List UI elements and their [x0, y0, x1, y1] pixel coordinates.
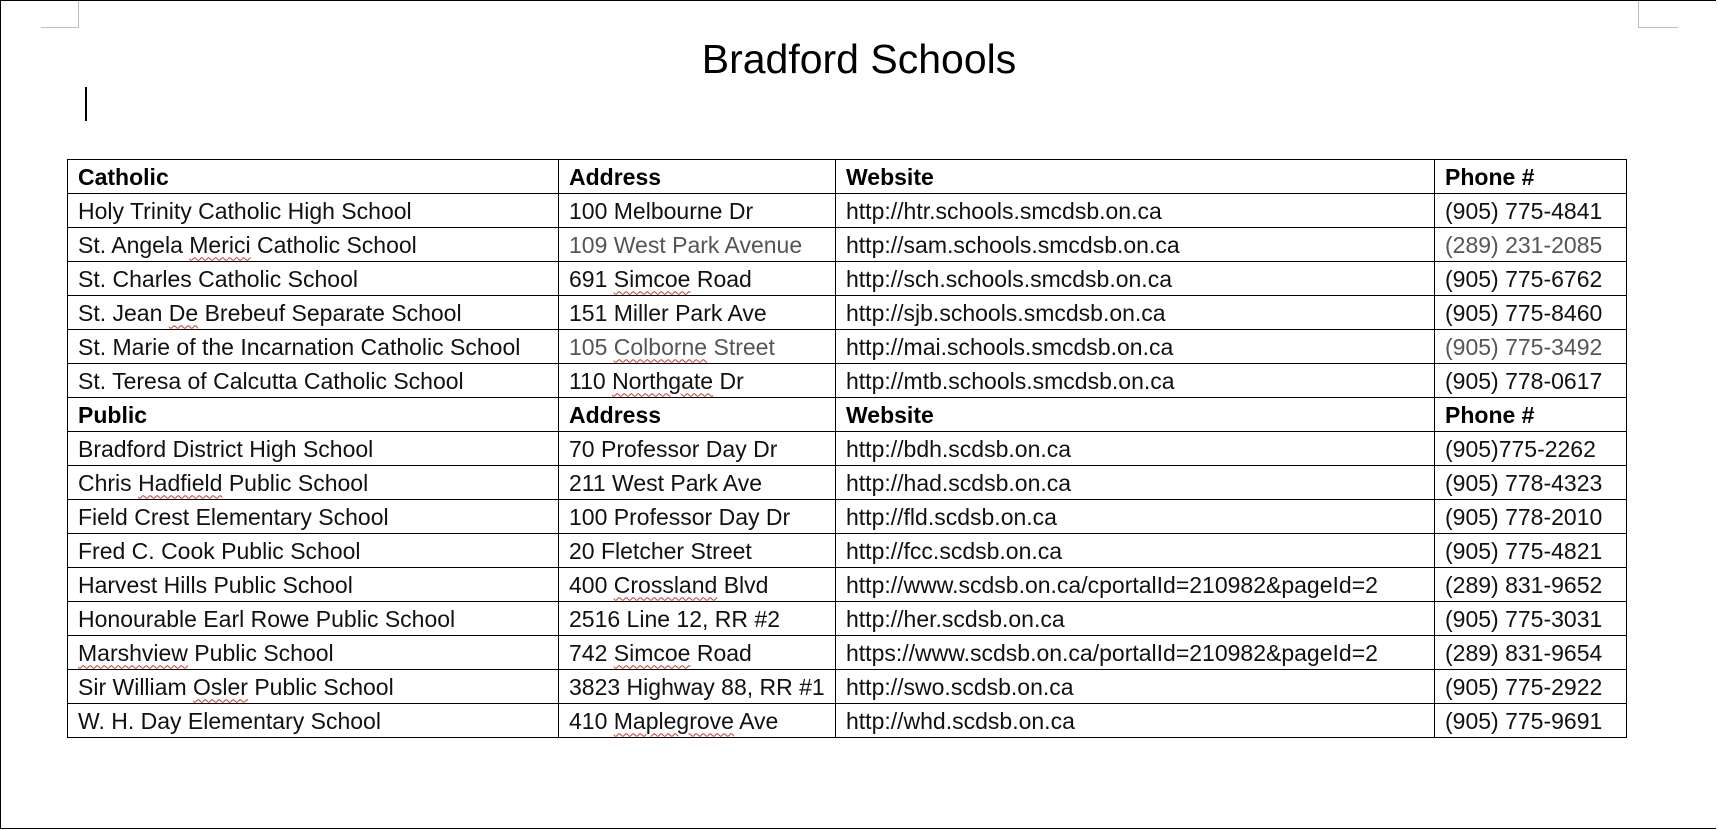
address-cell[interactable]: 211 West Park Ave	[559, 466, 836, 500]
group-header-cell[interactable]: Catholic	[68, 160, 559, 194]
address-cell[interactable]: 100 Melbourne Dr	[559, 194, 836, 228]
school-name-cell[interactable]: Marshview Public School	[68, 636, 559, 670]
phone-cell[interactable]: (905) 778-2010	[1435, 500, 1627, 534]
school-name-cell[interactable]: Fred C. Cook Public School	[68, 534, 559, 568]
table-row	[68, 432, 1627, 466]
table-row	[68, 330, 1627, 364]
table-row	[68, 636, 1627, 670]
website-cell[interactable]: http://fld.scdsb.on.ca	[836, 500, 1435, 534]
address-header-cell[interactable]: Address	[559, 160, 836, 194]
address-cell[interactable]: 70 Professor Day Dr	[559, 432, 836, 466]
table-row	[68, 466, 1627, 500]
school-name-cell[interactable]: St. Charles Catholic School	[68, 262, 559, 296]
crop-mark-top-left	[41, 1, 79, 28]
address-cell[interactable]: 109 West Park Avenue	[559, 228, 836, 262]
phone-cell[interactable]: (905) 775-4841	[1435, 194, 1627, 228]
website-header-cell[interactable]: Website	[836, 160, 1435, 194]
table-header-row-catholic	[68, 160, 1627, 194]
school-name-cell[interactable]: Field Crest Elementary School	[68, 500, 559, 534]
group-header-cell[interactable]: Public	[68, 398, 559, 432]
website-cell[interactable]: http://htr.schools.smcdsb.on.ca	[836, 194, 1435, 228]
table-row	[68, 364, 1627, 398]
phone-cell[interactable]: (289) 231-2085	[1435, 228, 1627, 262]
website-cell[interactable]: http://whd.scdsb.on.ca	[836, 704, 1435, 738]
school-name-cell[interactable]: W. H. Day Elementary School	[68, 704, 559, 738]
phone-cell[interactable]: (905) 775-3031	[1435, 602, 1627, 636]
school-name-cell[interactable]: Bradford District High School	[68, 432, 559, 466]
schools-table[interactable]	[67, 159, 1627, 738]
phone-cell[interactable]: (905)775-2262	[1435, 432, 1627, 466]
school-name-cell[interactable]: Chris Hadfield Public School	[68, 466, 559, 500]
website-cell[interactable]: http://sjb.schools.smcdsb.on.ca	[836, 296, 1435, 330]
website-cell[interactable]: http://www.scdsb.on.ca/cportalId=210982&pageId=2	[836, 568, 1435, 602]
school-name-cell[interactable]: St. Jean De Brebeuf Separate School	[68, 296, 559, 330]
table-row	[68, 194, 1627, 228]
address-cell[interactable]: 400 Crossland Blvd	[559, 568, 836, 602]
table-row	[68, 262, 1627, 296]
address-cell[interactable]: 410 Maplegrove Ave	[559, 704, 836, 738]
website-cell[interactable]: http://her.scdsb.on.ca	[836, 602, 1435, 636]
crop-mark-top-right	[1638, 1, 1678, 28]
school-name-cell[interactable]: St. Angela Merici Catholic School	[68, 228, 559, 262]
website-cell[interactable]: http://bdh.scdsb.on.ca	[836, 432, 1435, 466]
website-cell[interactable]: http://mai.schools.smcdsb.on.ca	[836, 330, 1435, 364]
address-cell[interactable]: 2516 Line 12, RR #2	[559, 602, 836, 636]
schools-table-body	[68, 160, 1627, 738]
phone-cell[interactable]: (905) 778-4323	[1435, 466, 1627, 500]
phone-cell[interactable]: (905) 775-9691	[1435, 704, 1627, 738]
phone-cell[interactable]: (289) 831-9652	[1435, 568, 1627, 602]
phone-cell[interactable]: (905) 775-2922	[1435, 670, 1627, 704]
school-name-cell[interactable]: St. Marie of the Incarnation Catholic School	[68, 330, 559, 364]
website-cell[interactable]: http://mtb.schools.smcdsb.on.ca	[836, 364, 1435, 398]
table-row	[68, 500, 1627, 534]
phone-cell[interactable]: (289) 831-9654	[1435, 636, 1627, 670]
table-row	[68, 704, 1627, 738]
table-row	[68, 568, 1627, 602]
website-cell[interactable]: http://sam.schools.smcdsb.on.ca	[836, 228, 1435, 262]
address-cell[interactable]: 151 Miller Park Ave	[559, 296, 836, 330]
school-name-cell[interactable]: Holy Trinity Catholic High School	[68, 194, 559, 228]
address-cell[interactable]: 3823 Highway 88, RR #1	[559, 670, 836, 704]
phone-cell[interactable]: (905) 778-0617	[1435, 364, 1627, 398]
website-cell[interactable]: http://fcc.scdsb.on.ca	[836, 534, 1435, 568]
phone-cell[interactable]: (905) 775-3492	[1435, 330, 1627, 364]
table-row	[68, 670, 1627, 704]
table-row	[68, 296, 1627, 330]
address-cell[interactable]: 100 Professor Day Dr	[559, 500, 836, 534]
phone-header-cell[interactable]: Phone #	[1435, 160, 1627, 194]
phone-header-cell[interactable]: Phone #	[1435, 398, 1627, 432]
address-cell[interactable]: 691 Simcoe Road	[559, 262, 836, 296]
website-cell[interactable]: http://had.scdsb.on.ca	[836, 466, 1435, 500]
table-row	[68, 534, 1627, 568]
school-name-cell[interactable]: Honourable Earl Rowe Public School	[68, 602, 559, 636]
phone-cell[interactable]: (905) 775-4821	[1435, 534, 1627, 568]
school-name-cell[interactable]: St. Teresa of Calcutta Catholic School	[68, 364, 559, 398]
website-cell[interactable]: https://www.scdsb.on.ca/portalId=210982&pageId=2	[836, 636, 1435, 670]
phone-cell[interactable]: (905) 775-8460	[1435, 296, 1627, 330]
school-name-cell[interactable]: Sir William Osler Public School	[68, 670, 559, 704]
address-header-cell[interactable]: Address	[559, 398, 836, 432]
address-cell[interactable]: 110 Northgate Dr	[559, 364, 836, 398]
school-name-cell[interactable]: Harvest Hills Public School	[68, 568, 559, 602]
table-header-row-public	[68, 398, 1627, 432]
phone-cell[interactable]: (905) 775-6762	[1435, 262, 1627, 296]
website-cell[interactable]: http://sch.schools.smcdsb.on.ca	[836, 262, 1435, 296]
table-row	[68, 228, 1627, 262]
address-cell[interactable]: 105 Colborne Street	[559, 330, 836, 364]
address-cell[interactable]: 742 Simcoe Road	[559, 636, 836, 670]
table-row	[68, 602, 1627, 636]
website-header-cell[interactable]: Website	[836, 398, 1435, 432]
website-cell[interactable]: http://swo.scdsb.on.ca	[836, 670, 1435, 704]
text-cursor	[85, 87, 87, 121]
document-title[interactable]: Bradford Schools	[701, 36, 1017, 82]
address-cell[interactable]: 20 Fletcher Street	[559, 534, 836, 568]
